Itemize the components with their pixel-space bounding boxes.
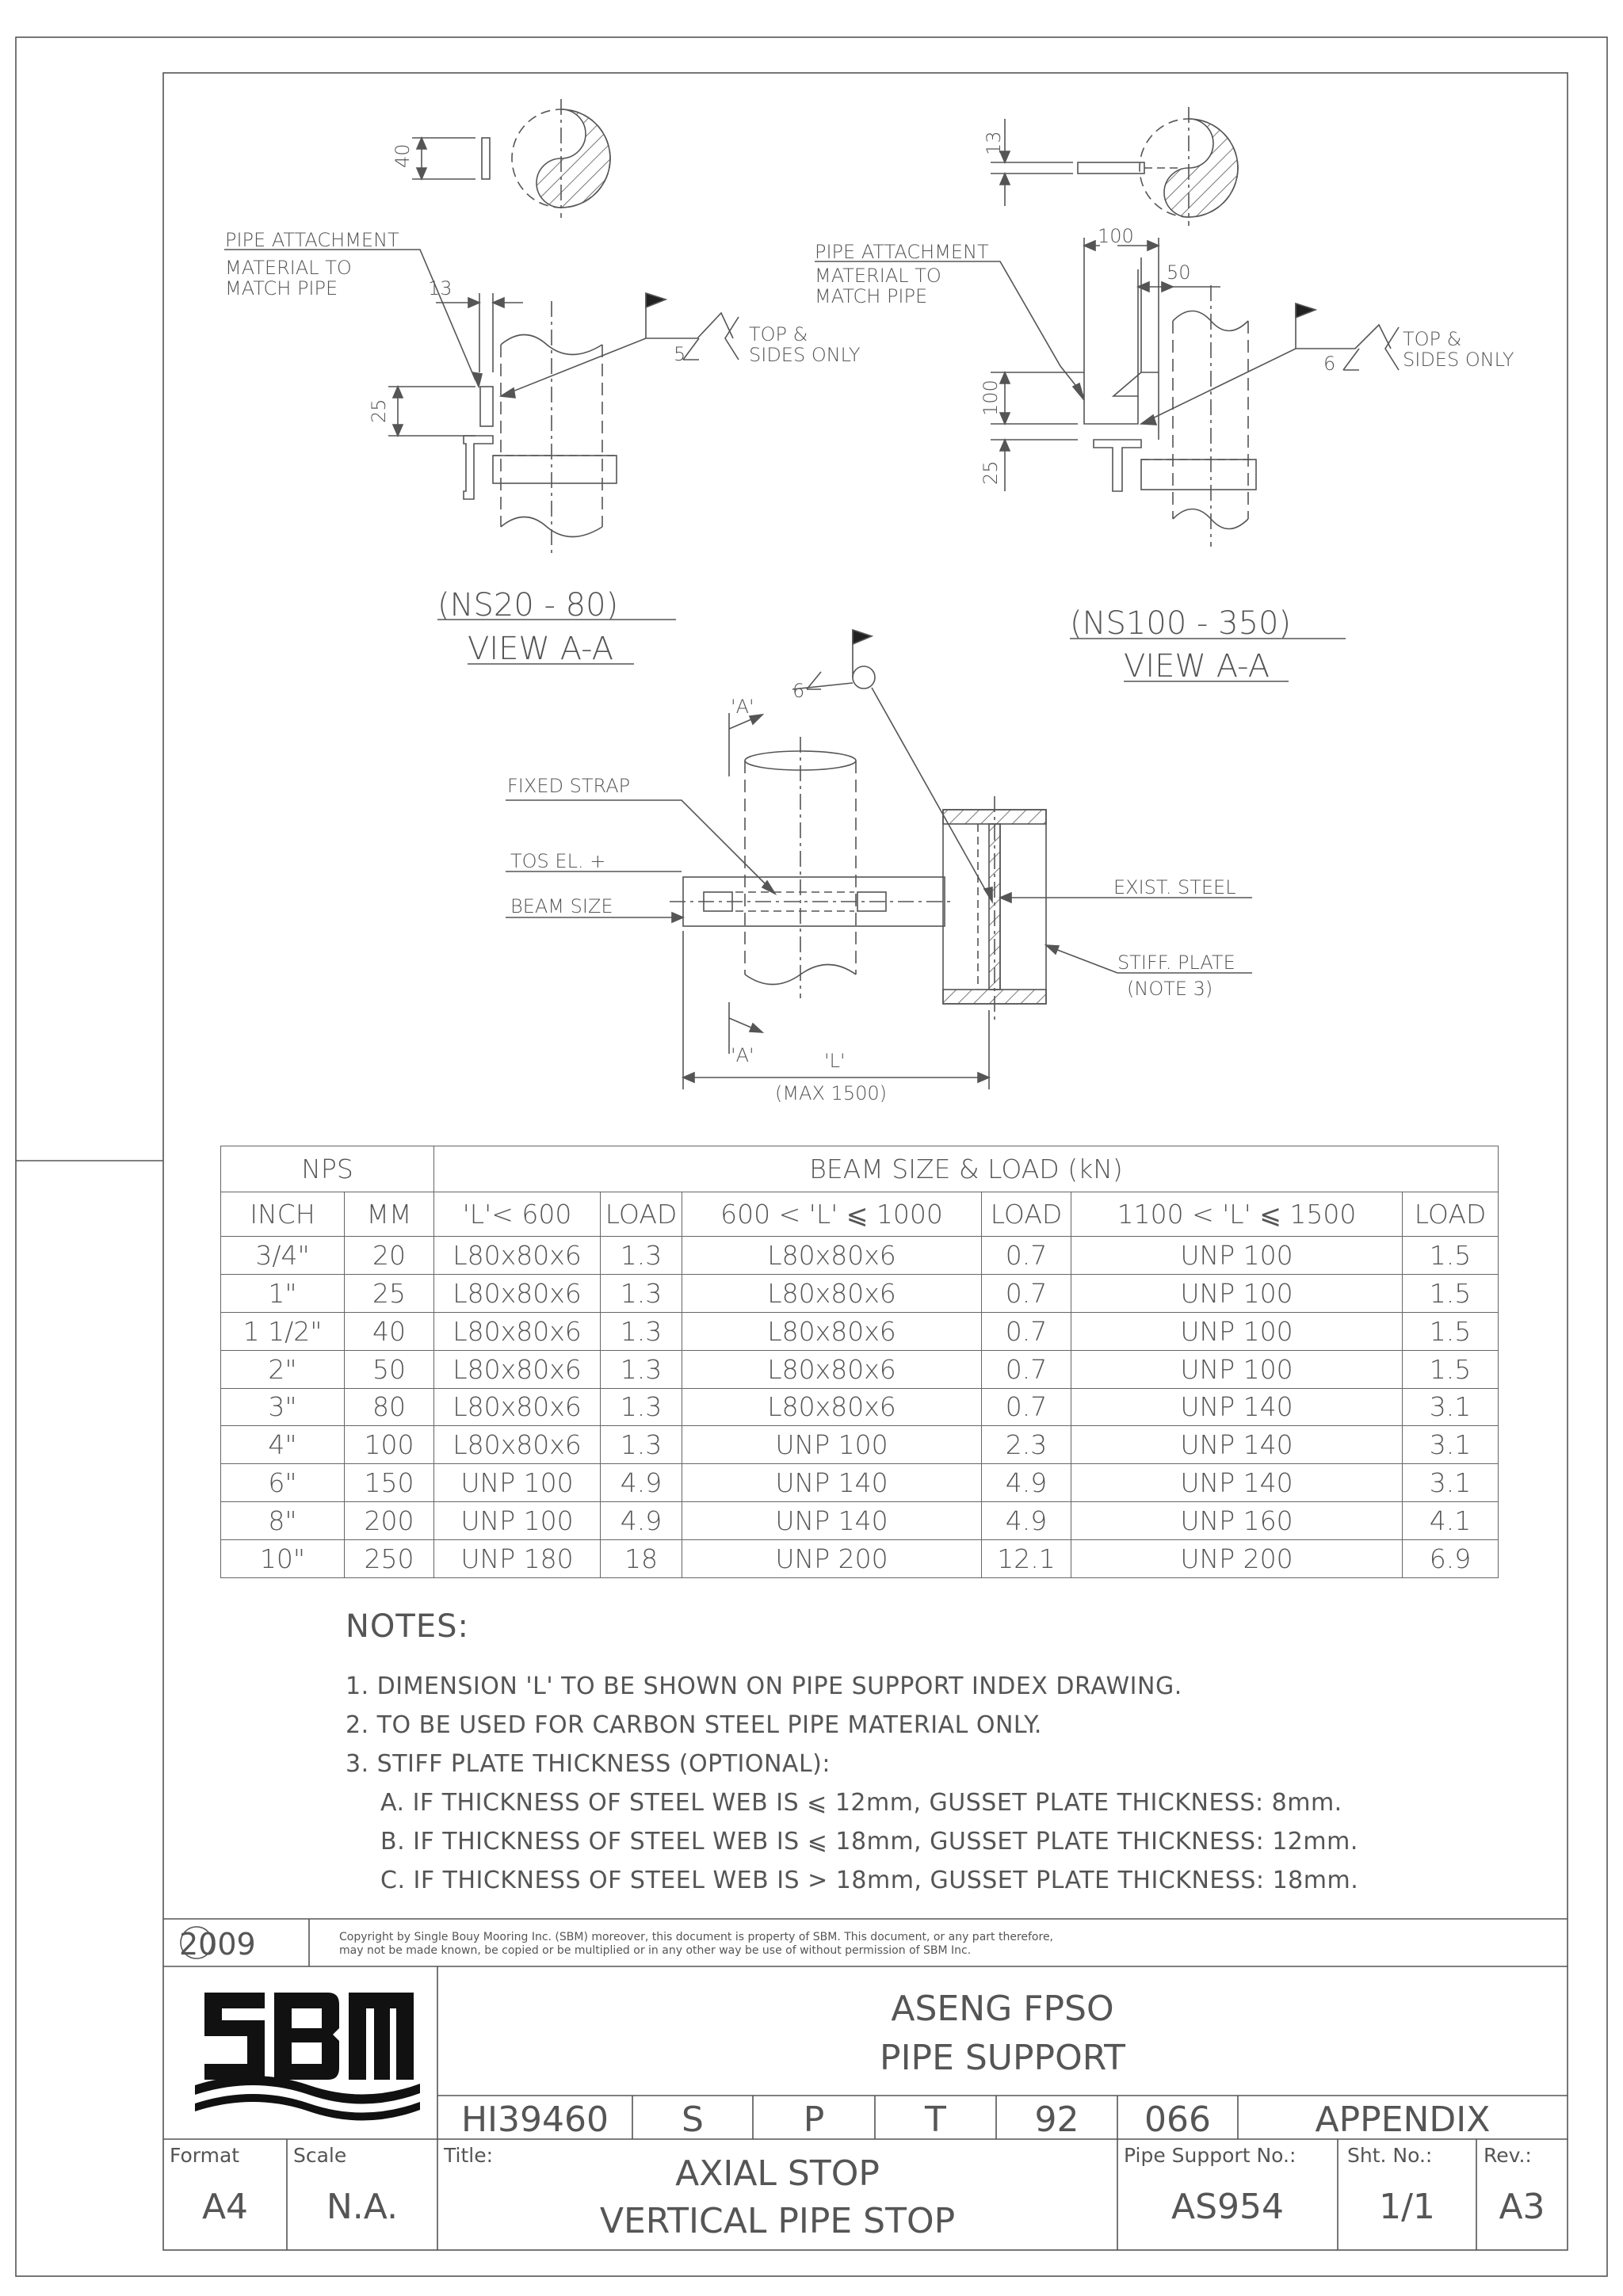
plan-section-mark-top: 'A' (731, 696, 754, 718)
subheader-cell: 'L'< 600 (434, 1192, 601, 1237)
cell: 4.9 (601, 1464, 682, 1502)
format-label: Format (170, 2144, 240, 2167)
subheader-cell: LOAD (601, 1192, 682, 1237)
left-weld-note-2: SIDES ONLY (749, 344, 861, 366)
cell: UNP 100 (434, 1502, 601, 1540)
cell: 12.1 (982, 1540, 1071, 1578)
right-attach-note-1: PIPE ATTACHMENT (815, 241, 989, 263)
cell: UNP 140 (1071, 1426, 1403, 1464)
cell: 80 (345, 1388, 434, 1426)
cell: 1" (221, 1274, 345, 1312)
right-dim-50-label: 50 (1167, 261, 1191, 284)
header-beam-load: BEAM SIZE & LOAD (kN) (434, 1146, 1499, 1192)
plan-beam-size: BEAM SIZE (510, 895, 613, 917)
sbm-logo (195, 1993, 420, 2121)
right-dim-100-25 (991, 372, 1084, 491)
right-weld-note-1: TOP & (1403, 328, 1462, 350)
table-row (221, 1464, 1499, 1502)
plan-existing-steel (943, 796, 1046, 1022)
cell: 0.7 (982, 1350, 1071, 1388)
rev-value: A3 (1499, 2187, 1545, 2227)
subheader-cell: 600 < 'L' ⩽ 1000 (682, 1192, 982, 1237)
plan-exist-steel: EXIST. STEEL (1113, 876, 1236, 898)
subheader-cell: LOAD (982, 1192, 1071, 1237)
left-weld-size: 5 (674, 343, 686, 365)
cell: 3/4" (221, 1237, 345, 1275)
cell: L80x80x6 (682, 1350, 982, 1388)
left-pipe (464, 301, 617, 555)
cell: UNP 140 (1071, 1464, 1403, 1502)
cell: L80x80x6 (434, 1350, 601, 1388)
sheet-label: Sht. No.: (1347, 2144, 1433, 2167)
cell: 200 (345, 1502, 434, 1540)
cell: 40 (345, 1312, 434, 1350)
right-pipe (1084, 257, 1256, 547)
subheader-cell: INCH (221, 1192, 345, 1237)
left-dim-25-label: 25 (368, 399, 390, 423)
cell: UNP 160 (1071, 1502, 1403, 1540)
right-view-label: VIEW A-A (1124, 648, 1270, 685)
cell: 1.3 (601, 1388, 682, 1426)
code-cell: P (803, 2100, 825, 2140)
cell: L80x80x6 (682, 1388, 982, 1426)
support-label: Pipe Support No.: (1124, 2144, 1296, 2167)
title-line-1: AXIAL STOP (675, 2153, 880, 2194)
left-dim-40 (412, 138, 475, 179)
table-row (221, 1312, 1499, 1350)
right-attach-note-2: MATERIAL TO (815, 265, 941, 287)
plan-beam (670, 877, 951, 926)
format-value: A4 (201, 2187, 249, 2227)
right-dim-100-label: 100 (1098, 225, 1134, 247)
left-view-label: VIEW A-A (468, 631, 614, 667)
cell: L80x80x6 (434, 1426, 601, 1464)
cell: 50 (345, 1350, 434, 1388)
cell: 2.3 (982, 1426, 1071, 1464)
cell: 0.7 (982, 1237, 1071, 1275)
right-weld-note-2: SIDES ONLY (1403, 349, 1514, 371)
cell: 8" (221, 1502, 345, 1540)
table-row (221, 1274, 1499, 1312)
copyright-text (339, 1931, 1369, 1958)
beam-size-table (220, 1146, 1499, 1578)
cell: 250 (345, 1540, 434, 1578)
cell: UNP 140 (682, 1464, 982, 1502)
cell: 1.5 (1403, 1350, 1499, 1388)
cell: 2" (221, 1350, 345, 1388)
cell: 3.1 (1403, 1388, 1499, 1426)
cell: 1.3 (601, 1274, 682, 1312)
cell: 6.9 (1403, 1540, 1499, 1578)
cell: 4.1 (1403, 1502, 1499, 1540)
cell: UNP 140 (1071, 1388, 1403, 1426)
table-row (221, 1237, 1499, 1275)
table-header-row (221, 1146, 1499, 1192)
plan-weld-symbol (792, 630, 992, 902)
copyright-line-2: may not be made known, be copied or be multiplied or in any other way be use of without permission of SBM Inc. (339, 1944, 972, 1957)
cell: 4" (221, 1426, 345, 1464)
right-dim-13-label: 13 (983, 131, 1005, 155)
cell: 1.3 (601, 1312, 682, 1350)
subheader-cell: LOAD (1403, 1192, 1499, 1237)
cell: 25 (345, 1274, 434, 1312)
cell: 1.3 (601, 1237, 682, 1275)
table-row (221, 1540, 1499, 1578)
note-sub-item: B. IF THICKNESS OF STEEL WEB IS ⩽ 18mm, GUSSET PLATE THICKNESS: 12mm. (380, 1828, 1358, 1855)
table-row (221, 1502, 1499, 1540)
right-attach-note-3: MATCH PIPE (815, 285, 928, 307)
note-sub-item: C. IF THICKNESS OF STEEL WEB IS > 18mm, GUSSET PLATE THICKNESS: 18mm. (380, 1867, 1359, 1894)
cell: UNP 100 (434, 1464, 601, 1502)
cell: 4.9 (982, 1464, 1071, 1502)
cell: L80x80x6 (682, 1312, 982, 1350)
cell: L80x80x6 (682, 1274, 982, 1312)
left-dim-25 (388, 387, 475, 436)
left-range-label: (NS20 - 80) (437, 587, 619, 624)
cell: 1.3 (601, 1426, 682, 1464)
cell: L80x80x6 (682, 1237, 982, 1275)
plan-max-label: (MAX 1500) (775, 1082, 887, 1104)
left-dim-13 (436, 293, 523, 372)
cell: 1.3 (601, 1350, 682, 1388)
cell: UNP 180 (434, 1540, 601, 1578)
project-name: ASENG FPSO (891, 1989, 1114, 2029)
copyright-year: 2009 (179, 1927, 256, 1962)
cell: UNP 100 (682, 1426, 982, 1464)
title-line-2: VERTICAL PIPE STOP (599, 2201, 956, 2241)
subheader-cell: 1100 < 'L' ⩽ 1500 (1071, 1192, 1403, 1237)
project-subject: PIPE SUPPORT (880, 2038, 1125, 2078)
cell: UNP 100 (1071, 1350, 1403, 1388)
notes-block (346, 1608, 1358, 1900)
subheader-cell: MM (345, 1192, 434, 1237)
cell: 0.7 (982, 1312, 1071, 1350)
cell: 0.7 (982, 1274, 1071, 1312)
scale-value: N.A. (326, 2187, 399, 2227)
cell: L80x80x6 (434, 1237, 601, 1275)
title-label: Title: (444, 2144, 493, 2167)
plan-weld-size: 6 (792, 680, 805, 702)
note-item: 2. TO BE USED FOR CARBON STEEL PIPE MATERIAL ONLY. (346, 1711, 1042, 1739)
cell: 1.5 (1403, 1237, 1499, 1275)
notes-title: NOTES: (346, 1608, 469, 1645)
cell: L80x80x6 (434, 1312, 601, 1350)
cell: UNP 140 (682, 1502, 982, 1540)
plan-note3: (NOTE 3) (1127, 978, 1213, 1000)
plan-length-label: 'L' (824, 1050, 846, 1072)
note-sub-item: A. IF THICKNESS OF STEEL WEB IS ⩽ 12mm, GUSSET PLATE THICKNESS: 8mm. (380, 1789, 1342, 1817)
sheet-number: 1/1 (1379, 2187, 1435, 2227)
cell: UNP 100 (1071, 1312, 1403, 1350)
support-number: AS954 (1170, 2187, 1284, 2227)
note-item: 1. DIMENSION 'L' TO BE SHOWN ON PIPE SUPPORT INDEX DRAWING. (346, 1672, 1182, 1700)
cell: 4.9 (601, 1502, 682, 1540)
plan-stiff-plate: STIFF. PLATE (1117, 952, 1235, 974)
table-row (221, 1350, 1499, 1388)
cell: 1.5 (1403, 1274, 1499, 1312)
cell: L80x80x6 (434, 1274, 601, 1312)
table-row (221, 1426, 1499, 1464)
cell: 0.7 (982, 1388, 1071, 1426)
code-cell: S (682, 2100, 704, 2140)
rev-label: Rev.: (1484, 2144, 1532, 2167)
left-attach-note-2: MATERIAL TO (225, 257, 352, 279)
code-cell: T (925, 2100, 946, 2140)
left-weld-note-1: TOP & (749, 323, 808, 345)
left-section-circle (482, 99, 610, 218)
plan-pipe (745, 737, 856, 998)
cell: 1.5 (1403, 1312, 1499, 1350)
right-dim-25-label: 25 (980, 460, 1002, 485)
cell: 100 (345, 1426, 434, 1464)
cell: 3.1 (1403, 1464, 1499, 1502)
cell: 10" (221, 1540, 345, 1578)
cell: 3.1 (1403, 1426, 1499, 1464)
table-row (221, 1388, 1499, 1426)
scale-label: Scale (293, 2144, 347, 2167)
left-attach-note-1: PIPE ATTACHMENT (225, 229, 399, 251)
cell: UNP 100 (1071, 1274, 1403, 1312)
cell: 1 1/2" (221, 1312, 345, 1350)
code-cell: 066 (1144, 2100, 1211, 2140)
header-nps: NPS (221, 1146, 434, 1192)
code-cell: HI39460 (460, 2100, 609, 2140)
plan-section-mark-bottom: 'A' (731, 1044, 754, 1066)
cell: 150 (345, 1464, 434, 1502)
right-dim-100v-label: 100 (980, 379, 1002, 416)
cell: UNP 200 (1071, 1540, 1403, 1578)
cell: 3" (221, 1388, 345, 1426)
right-section-circle (1078, 107, 1238, 226)
cell: L80x80x6 (434, 1388, 601, 1426)
plan-tos: TOS EL. + (510, 850, 606, 872)
cell: 4.9 (982, 1502, 1071, 1540)
cell: 18 (601, 1540, 682, 1578)
cell: 20 (345, 1237, 434, 1275)
left-attach-note-3: MATCH PIPE (225, 277, 338, 299)
copyright-line-1: Copyright by Single Bouy Mooring Inc. (SBM) moreover, this document is property of SBM. This document, or any part therefore, (339, 1931, 1054, 1943)
left-dim-13-label: 13 (428, 277, 453, 299)
plan-section-marks (729, 713, 762, 1054)
left-dim-40-label: 40 (391, 143, 414, 168)
code-cell: APPENDIX (1315, 2100, 1491, 2140)
right-range-label: (NS100 - 350) (1070, 605, 1292, 642)
cell: UNP 200 (682, 1540, 982, 1578)
code-cell: 92 (1034, 2100, 1079, 2140)
cell: UNP 100 (1071, 1237, 1403, 1275)
right-weld-size: 6 (1323, 353, 1336, 375)
table-subheader-row (221, 1192, 1499, 1237)
plan-fixed-strap: FIXED STRAP (507, 775, 631, 797)
note-item: 3. STIFF PLATE THICKNESS (OPTIONAL): (346, 1750, 831, 1778)
cell: 6" (221, 1464, 345, 1502)
